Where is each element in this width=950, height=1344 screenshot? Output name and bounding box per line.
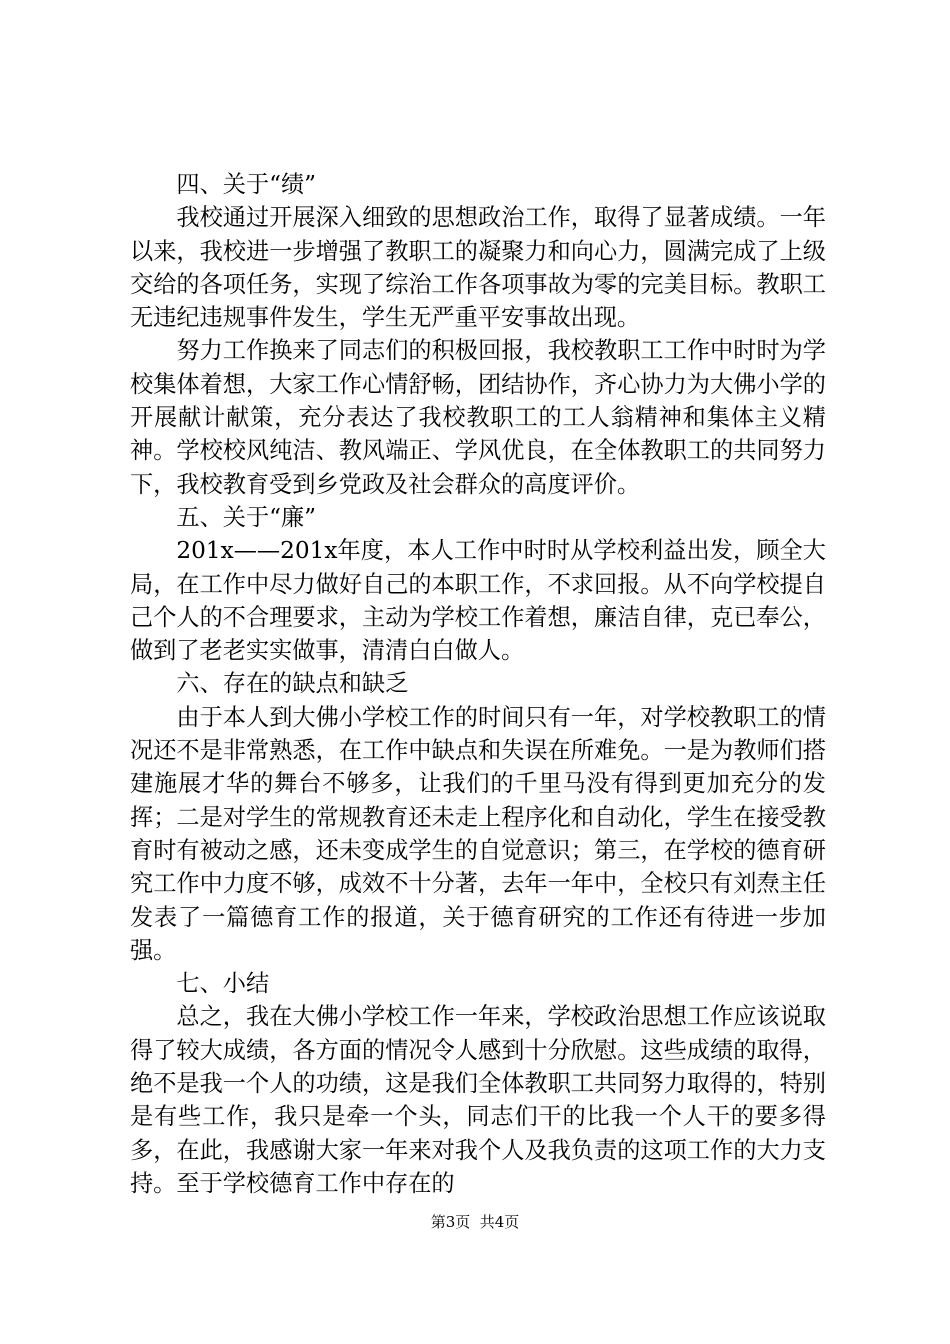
paragraph: 我校通过开展深入细致的思想政治工作，取得了显著成绩。一年以来，我校进一步增强了教职工的凝聚力和向心力，圆满完成了上级交给的各项任务，实现了综治工作各项事故为零的完美目标。教职工无违纪违规事件发生，学生无严重平安事故出现。 xyxy=(130,204,826,332)
document-body xyxy=(130,168,826,1200)
section-heading-achievements: 四、关于“绩” xyxy=(176,171,317,198)
paragraph: 201x——201x年度，本人工作中时时从学校利益出发，顾全大局，在工作中尽力做好自己的本职工作，不求回报。从不向学校提自己个人的不合理要求，主动为学校工作着想，廉洁自律，克已奉公，做到了老老实实做事，清清白白做人。 xyxy=(130,537,826,665)
paragraph: 由于本人到大佛小学校工作的时间只有一年，对学校教职工的情况还不是非常熟悉，在工作中缺点和失误在所难免。一是为教师们搭建施展才华的舞台不够多，让我们的千里马没有得到更加充分的发挥；二是对学生的常规教育还未走上程序化和自动化，学生在接受教育时有被动之感，还未变成学生的自觉意识；第三，在学校的德育研究工作中力度不够，成效不十分著，去年一年中，全校只有刘焘主任发表了一篇德育工作的报道，关于德育研究的工作还有待进一步加强。 xyxy=(130,703,826,964)
section-heading-summary: 七、小结 xyxy=(176,970,270,998)
paragraph: 努力工作换来了同志们的积极回报，我校教职工工作中时时为学校集体着想，大家工作心情舒畅，团结协作，齐心协力为大佛小学的开展献计献策，充分表达了我校教职工的工人翁精神和集体主义精神。学校校风纯洁、教风端正、学风优良，在全体教职工的共同努力下，我校教育受到乡党政及社会群众的高度评价。 xyxy=(130,337,826,498)
page-number-footer: 第3页 共4页 xyxy=(430,1213,520,1231)
section-heading-shortcomings: 六、存在的缺点和缺乏 xyxy=(176,670,409,698)
section-heading-integrity: 五、关于“廉” xyxy=(176,503,317,531)
paragraph: 总之，我在大佛小学校工作一年来，学校政治思想工作应该说取得了较大成绩，各方面的情况令人感到十分欣慰。这些成绩的取得，绝不是我一个人的功绩，这是我们全体教职工共同努力取得的，特别是有些工作，我只是牵一个头，同志们干的比我一个人干的要多得多，在此，我感谢大家一年来对我个人及我负责的这项工作的大力支持。至于学校德育工作中存在的 xyxy=(130,1003,826,1197)
